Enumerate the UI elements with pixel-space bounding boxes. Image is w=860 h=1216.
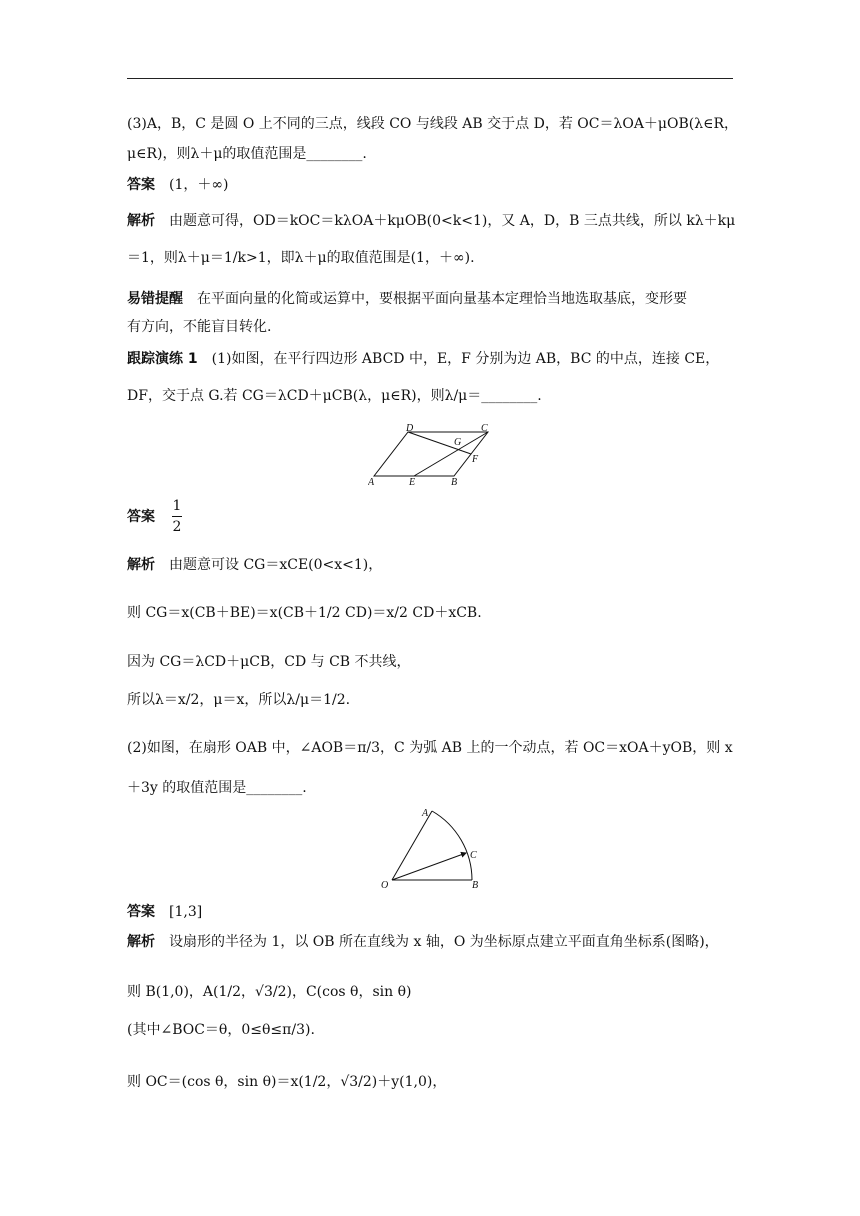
practice-label: 跟踪演练 1 xyxy=(127,351,198,367)
fraction-bar xyxy=(172,516,182,517)
q3-analysis-line2: ＝1，则λ＋μ＝1/k>1，即λ＋μ的取值范围是(1，＋∞). xyxy=(127,250,475,266)
practice1-answer-label xyxy=(127,507,169,527)
q2-answer xyxy=(127,902,202,922)
analysis-label: 解析 xyxy=(127,934,155,950)
fraction-numerator: 1 xyxy=(172,498,182,514)
label-C: C xyxy=(481,423,488,434)
label-G: G xyxy=(454,437,462,448)
label-B: B xyxy=(472,880,479,891)
q2-text-line2: ＋3y 的取值范围是________. xyxy=(127,780,307,796)
practice1-line2: DF，交于点 G.若 CG＝λCD＋μCB(λ，μ∈R)，则λ/μ＝________. xyxy=(127,388,542,404)
q3-analysis-line1 xyxy=(127,211,735,231)
analysis-label: 解析 xyxy=(127,213,155,229)
label-C: C xyxy=(470,850,477,861)
answer-value: (1，＋∞) xyxy=(169,177,229,193)
q3-answer xyxy=(127,175,229,195)
label-O: O xyxy=(381,880,389,891)
practice1-line1 xyxy=(127,349,719,369)
parallelogram-figure xyxy=(368,422,498,488)
fraction-denominator: 2 xyxy=(172,519,182,535)
analysis-text: 设扇形的半径为 1，以 OB 所在直线为 x 轴，O 为坐标原点建立平面直角坐标系(图略)， xyxy=(169,934,719,950)
q3-text-line1: (3)A，B，C 是圆 O 上不同的三点，线段 CO 与线段 AB 交于点 D，若 OC＝λOA＋μOB(λ∈R， xyxy=(127,116,739,132)
q2-analysis-line1 xyxy=(127,932,719,952)
answer-label: 答案 xyxy=(127,509,155,525)
practice1-analysis-line3: 因为 CG＝λCD＋μCB，CD 与 CB 不共线， xyxy=(127,654,411,670)
analysis-text: 由题意可得，OD＝kOC＝kλOA＋kμOB(0<k<1)，又 A，D，B 三点共线，所以 kλ＋kμ xyxy=(169,213,736,229)
tip-label: 易错提醒 xyxy=(127,291,183,307)
practice1-analysis-line2: 则 CG＝x(CB＋BE)＝x(CB＋1/2 CD)＝x/2 CD＋xCB. xyxy=(127,605,482,621)
label-B: B xyxy=(451,477,458,488)
header-rule xyxy=(127,78,733,79)
q2-analysis-line3: (其中∠BOC＝θ，0≤θ≤π/3). xyxy=(127,1022,315,1038)
sector-figure xyxy=(378,806,488,892)
answer-value: [1,3] xyxy=(169,904,203,920)
label-A: A xyxy=(368,477,375,488)
q3-tip-line1 xyxy=(127,289,687,309)
label-F: F xyxy=(472,454,479,465)
practice1-analysis-line1 xyxy=(127,555,382,575)
practice1-answer-fraction xyxy=(172,498,182,535)
analysis-text: 由题意可设 CG＝xCE(0<x<1)， xyxy=(169,557,383,573)
q3-text-line2: μ∈R)，则λ＋μ的取值范围是________. xyxy=(127,146,367,162)
answer-label: 答案 xyxy=(127,904,155,920)
label-E: E xyxy=(409,477,416,488)
tip-text: 在平面向量的化简或运算中，要根据平面向量基本定理恰当地选取基底，变形要 xyxy=(197,291,687,307)
q2-analysis-line4: 则 OC＝(cos θ，sin θ)＝x(1/2，√3/2)＋y(1,0)， xyxy=(127,1074,447,1090)
analysis-label: 解析 xyxy=(127,557,155,573)
practice-text: (1)如图，在平行四边形 ABCD 中，E，F 分别为边 AB，BC 的中点，连接 CE， xyxy=(211,351,720,367)
q2-analysis-line2: 则 B(1,0)，A(1/2，√3/2)，C(cos θ，sin θ) xyxy=(127,984,412,1000)
label-A: A xyxy=(422,808,429,819)
q3-tip-line2: 有方向，不能盲目转化. xyxy=(127,319,272,335)
label-D: D xyxy=(406,423,414,434)
answer-label: 答案 xyxy=(127,177,155,193)
q2-text-line1: (2)如图，在扇形 OAB 中，∠AOB＝π/3，C 为弧 AB 上的一个动点，若 OC＝xOA＋yOB，则 x xyxy=(127,740,733,756)
practice1-analysis-line4: 所以λ＝x/2，μ＝x，所以λ/μ＝1/2. xyxy=(127,692,351,708)
